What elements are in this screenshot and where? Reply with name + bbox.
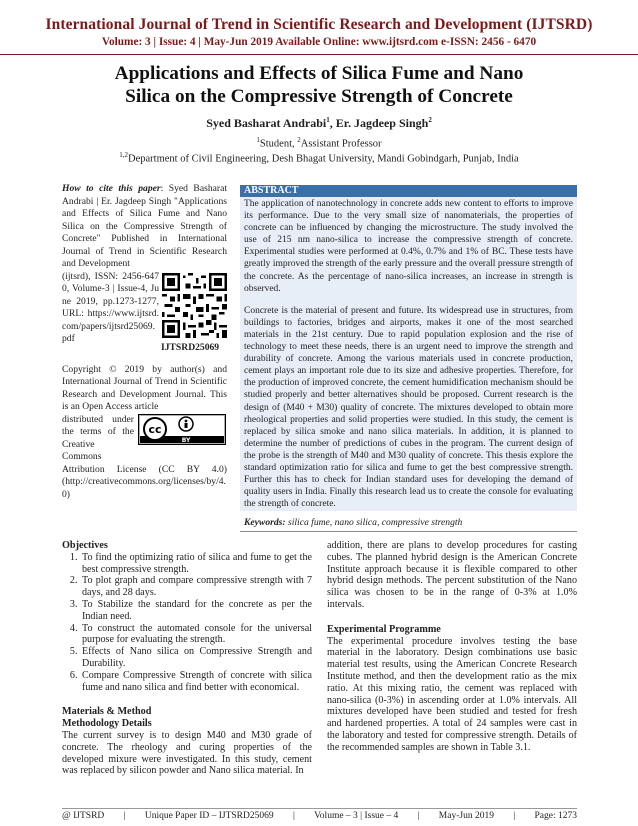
paper-title-line1: Applications and Effects of Silica Fume and Nano xyxy=(114,63,524,84)
author-2-sup: 2 xyxy=(428,116,432,124)
methodology-heading: Methodology Details xyxy=(62,718,152,730)
keywords-list: silica fume, nano silica, compressive strength xyxy=(285,517,463,528)
paper-title-line2: Silica on the Compressive Strength of Concrete xyxy=(125,86,513,107)
citation-label: How to cite this paper xyxy=(62,183,161,194)
citation-block xyxy=(62,183,227,501)
cc-mark: cc xyxy=(148,422,162,436)
cc-by-license-icon xyxy=(138,414,226,445)
right-paragraph-2: The experimental procedure involves testing the base material in the laboratory. Design combinations use basic material test results, using the American Concrete Research Institute method, and then the development ratio as the mix ratio. At this mixing ratio, the cement was replaced with nano-silica (0-3%) in ascending order at 1.0% intervals. All mixtures developed have been studied and tested for fresh and hardened properties. A total of 24 samples were cast in the laboratory and tested for compressive strength. Details of the recommended samples are shown in Table 3.1. xyxy=(327,635,577,753)
license-attribution: Attribution License (CC BY 4.0) (http://creativecommons.org/licenses/by/4.0) xyxy=(62,463,227,500)
footer-date: May-Jun 2019 xyxy=(438,811,494,821)
methodology-text: The current survey is to design M40 and M30 grade of concrete. The rheology and curing properties of the developed mixure were investigated. In this study, cement was replaced by silicon powder and Nano silica material. In xyxy=(62,729,312,777)
abstract-paragraph-2: Concrete is the material of present and future. Its widespread use in structures, from buildings to factories, bridges and airports, makes it one of the most searched materials in the 21st century. Due to rapid population explosion and the rise of technology to meet these needs, there is an urgent need to improve the strength and durability of concrete. Among the various materials used in concrete production, cement plays an important role due to its size and adhesive properties. Therefore, for the production of improved concrete, the cement humidification mechanism should be studied properly and better alternatives should be proposed. Current research is the design of (M40 + M30) quality of concrete. The mixtures developed to obtain more rheological properties and solid properties were studied. In this study, the cement is replaced by silica smoke and nano silica materials. In addition, it is planned to determine the number of predictions of cubes in the program. The current design of the probe is the strength of M40 and M30 quality of concrete. This thesis explore the standard optimization ratio for silica and fume to get the best compressive strength. Further this has to check for Indian standard uses for developing the demand of quality users in India. Finally this research lead us to create the console for evaluating the strength of concrete. xyxy=(244,305,573,510)
paper-title xyxy=(60,62,578,108)
license-row xyxy=(62,414,227,464)
abstract-heading: ABSTRACT xyxy=(240,185,577,197)
keywords xyxy=(244,517,573,528)
footer-separator: | xyxy=(417,811,420,821)
list-item: 2. To plot graph and compare compressive strength with 7 days, and 28 days. xyxy=(80,575,312,599)
author-positions xyxy=(0,136,638,150)
experimental-heading: Experimental Programme xyxy=(327,623,441,635)
footer-separator: | xyxy=(513,811,516,821)
objectives-list xyxy=(62,552,312,694)
author-1: Syed Basharat Andrabi xyxy=(206,116,327,130)
affiliation-text: Department of Civil Engineering, Desh Bhagat University, Mandi Gobindgarh, Punjab, India xyxy=(128,153,519,165)
footer-separator: | xyxy=(292,811,295,821)
abstract-text xyxy=(244,198,573,520)
copyright-text: Copyright © 2019 by author(s) and International Journal of Trend in Scientific Research and Development Journal. This is an Open Access article xyxy=(62,363,227,412)
license-text: distributed under the terms of the Creative Commons xyxy=(62,413,134,462)
footer-separator: | xyxy=(123,811,126,821)
position-sup-2: 2 xyxy=(297,136,301,144)
authors xyxy=(0,116,638,131)
objectives-heading: Objectives xyxy=(62,540,108,551)
position-sup-1: 1 xyxy=(256,136,260,144)
footer-page: Page: 1273 xyxy=(534,811,577,821)
citation-paper-id: IJTSRD25069 xyxy=(161,342,220,353)
keywords-rule xyxy=(240,531,577,532)
citation-qr-row xyxy=(62,271,227,355)
citation-body: : Syed Basharat Andrabi | Er. Jagdeep Singh "Applications and Effects of Silica Fume and Nano Silica on the Compressive Strength of Concrete" Published in International Journal of Trend in Scientific Research and Development xyxy=(62,183,228,269)
journal-title: International Journal of Trend in Scientific Research and Development (IJTSRD) xyxy=(45,16,593,33)
author-2: , Er. Jagdeep Singh xyxy=(329,116,429,130)
footer-rule xyxy=(62,808,577,809)
by-mark: BY xyxy=(181,436,191,444)
citation-text xyxy=(62,183,227,271)
footer-volume: Volume – 3 | Issue – 4 xyxy=(314,811,399,821)
header-rule xyxy=(0,54,638,55)
list-item: 3. To Stabilize the standard for the concrete as per the Indian need. xyxy=(80,599,312,623)
position-1: Student, xyxy=(259,138,298,150)
body-left-column xyxy=(62,540,312,777)
list-item: 6. Compare Compressive Strength of concrete with silica fume and nano silica and find better with economical. xyxy=(80,670,312,694)
list-item: 5. Effects of Nano silica on Compressive Strength and Durability. xyxy=(80,646,312,670)
footer xyxy=(62,811,577,821)
affiliation-sup: 1,2 xyxy=(119,151,129,159)
qr-code-icon xyxy=(162,273,227,338)
footer-journal: @ IJTSRD xyxy=(62,811,105,821)
citation-details: (ijtsrd), ISSN: 2456-6470, Volume-3 | Issue-4, June 2019, pp.1273-1277, URL: https://www.ijtsrd.com/papers/ijtsrd25069.pdf xyxy=(62,270,159,344)
position-2: Assistant Professor xyxy=(300,138,382,150)
author-1-sup: 1 xyxy=(326,116,330,124)
footer-paper-id: Unique Paper ID – IJTSRD25069 xyxy=(144,811,274,821)
materials-heading: Materials & Method xyxy=(62,706,152,718)
list-item: 1. To find the optimizing ratio of silica and fume to get the best compressive strength. xyxy=(80,552,312,576)
keywords-label: Keywords: xyxy=(244,517,286,528)
affiliation xyxy=(0,151,638,165)
abstract-paragraph-1: The application of nanotechnology in concrete adds new content to efforts to improve its performance. Due to the very small size of nanomaterials, the properties of concrete can be influenced by changing the microstructure. The study involved the use of 215 nm nano-silica to increase the compressive strength of concrete. Experimental studies were performed at 0.4%, 0.7% and 1% of BC. These tests have greatly improved the strength of the early pressure and the overall pressure strength of the concrete. As the percentage of nano-silica increases, an increase in strength is observed. xyxy=(244,199,573,294)
body-right-column xyxy=(327,540,577,754)
list-item: 4. To construct the automated console for the universal purpose for evaluating the strength. xyxy=(80,623,312,647)
journal-info: Volume: 3 | Issue: 4 | May-Jun 2019 Available Online: www.ijtsrd.com e-ISSN: 2456 - 6470 xyxy=(101,36,537,48)
right-paragraph-1: addition, there are plans to develop procedures for casting cubes. The planned hybrid design is the American Concrete Institute approach because it is flexible compared to other hybrid design methods. The percent substitution of the Nano silica was chosen to be in the range of 0-3% at 1.0% intervals. xyxy=(327,540,577,610)
